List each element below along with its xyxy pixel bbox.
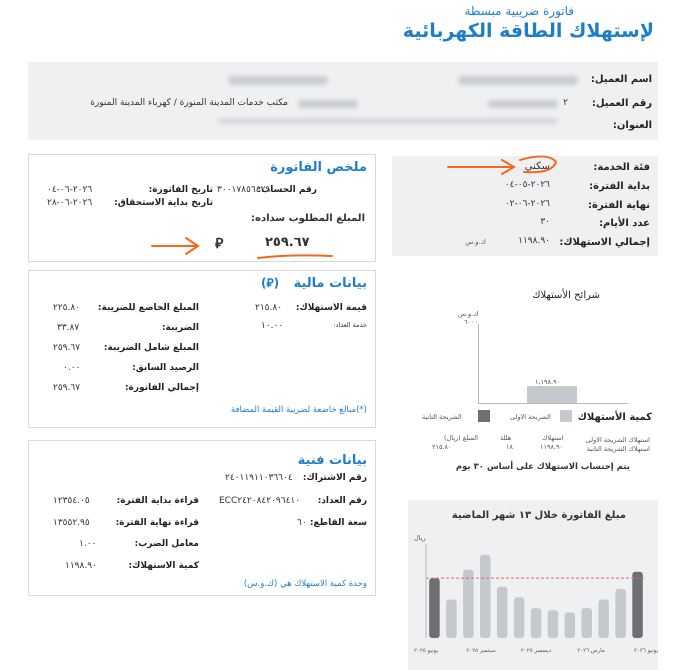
chart-ylabel: ريال	[414, 534, 426, 542]
start-reading-value: ١٢٣٥٤.٠٥	[53, 496, 90, 506]
period-start-label: بداية الفترة:	[589, 181, 650, 192]
bill-history-chart	[408, 500, 658, 670]
start-reading-label: قراءة بداية الفترة:	[116, 496, 199, 506]
consumption-value: ٢١٥.٨٠	[255, 303, 283, 313]
tier-bar	[527, 386, 577, 403]
tax-value: ٣٣.٨٧	[57, 323, 80, 333]
col-rate: هللة	[500, 434, 512, 442]
bill-total-value: ٢٥٩.٦٧	[53, 383, 81, 393]
annotation-arrow-category	[440, 150, 560, 180]
with-tax-label: المبلغ شامل الضريبة:	[103, 343, 199, 353]
tiers-section	[392, 262, 658, 482]
customer-info-box	[28, 62, 658, 140]
total-consumption-label: إجمالي الاستهلاك:	[559, 237, 650, 248]
chart-bar	[632, 572, 643, 638]
chart-bar	[514, 597, 525, 638]
chart-x-tick-label: يونيو ٢٠٢٥	[414, 648, 438, 654]
total-consumption-value: ١١٩٨.٩٠	[518, 236, 550, 246]
tier-qty-label: كمية الأستهلاك	[577, 412, 652, 423]
vat-note: (*)مبالغ خاضعة لضريبة القيمة المضافة	[230, 405, 367, 415]
customer-office: مكتب خدمات المدينة المنورة / كهرباء المدينة المنورة	[90, 98, 288, 108]
consumption-value-label: قيمة الاستهلاك:	[295, 303, 367, 313]
period-end-value: ٢٠٢٦-٠٦-٠٢	[504, 199, 550, 209]
meter-fee-label: خدمة العداد:	[333, 321, 367, 329]
customer-name-label: اسم العميل:	[590, 74, 652, 85]
unit-note: وحدة كمية الاستهلاك هي (ك.و.س)	[243, 579, 367, 589]
chart-bar	[480, 555, 491, 638]
total-consumption-unit: ك.و.س	[465, 238, 486, 246]
amount-due-value: ٢٥٩.٦٧	[265, 235, 310, 250]
days-value: ٣٠	[540, 217, 550, 227]
chart-title: مبلغ الفاتورة خلال ١٣ شهر الماضية	[451, 510, 626, 521]
account-value: ٣٠٠١٧٨٥٦٤٢٩	[217, 185, 271, 195]
chart-bar	[497, 587, 508, 638]
first-tier-text: استهلاك الشريحة الاولى	[585, 436, 650, 444]
chart-x-tick-label: سبتمبر ٢٠٢٥	[466, 648, 496, 654]
legend-swatch-first	[560, 410, 572, 422]
chart-x-tick-label: مارس ٢٠٢٦	[577, 648, 605, 654]
tier-amount-value: ٢١٥.٨٠	[432, 443, 452, 451]
chart-bar	[615, 589, 626, 638]
technical-card	[28, 440, 376, 596]
customer-number-label: رقم العميل:	[591, 98, 652, 109]
chart-bar	[582, 608, 593, 638]
financial-title: بيانات مالية	[293, 276, 367, 291]
invoice-title: لإستهلاك الطاقة الكهربائية	[402, 20, 654, 42]
second-tier-text: استهلاك الشريحة الثانية	[586, 445, 650, 453]
due-date-label: تاريخ بداية الاستحقاق:	[114, 198, 213, 208]
legend-first: الشريحة الاولى	[510, 413, 551, 421]
subscription-label: رقم الاشتراك:	[302, 473, 367, 483]
tiers-unit: ك.و.س	[458, 310, 479, 318]
period-start-value: ٢٠٢٦-٠٥-٠٤	[504, 180, 550, 190]
tier-rate-value: ١٨	[506, 443, 513, 451]
prev-balance-value: ٠.٠٠	[63, 363, 81, 373]
consumption-qty-value: ١١٩٨.٩٠	[65, 561, 97, 571]
end-reading-label: قراءة نهاية الفترة:	[115, 518, 199, 528]
tier-axis	[478, 324, 479, 404]
technical-title: بيانات فنية	[297, 453, 367, 468]
customer-address-label: العنوان:	[612, 120, 652, 131]
taxable-value: ٢٢٥.٨٠	[53, 303, 81, 313]
service-category-value: سكني	[524, 161, 550, 172]
legend-second: الشريحة الثانية	[422, 413, 462, 421]
chart-bar	[429, 578, 440, 638]
chart-bar	[446, 600, 457, 639]
col-consumption: استهلاك	[542, 434, 564, 442]
meter-label: رقم العداد:	[317, 496, 367, 506]
multiplier-label: معامل الضرب:	[134, 539, 199, 549]
customer-number-suffix: ٢	[563, 98, 568, 108]
summary-title: ملخص الفاتورة	[270, 160, 367, 175]
bill-date-label: تاريخ الفاتورة:	[148, 185, 213, 195]
with-tax-value: ٢٥٩.٦٧	[53, 343, 81, 353]
account-label: رقم الحساب:	[257, 185, 317, 195]
chart-bar	[531, 608, 542, 638]
due-date-value: ٢٠٢٦-٠٦-٢٨	[47, 198, 93, 208]
redacted-address	[218, 118, 558, 124]
basis-text: يتم إحتساب الاستهلاك على أساس ٣٠ يوم	[455, 462, 630, 472]
tax-label: الضريبة:	[161, 323, 199, 333]
redacted-name-2	[228, 76, 328, 85]
subscription-value: ٢٤٠١١٩١١٠٣٦٦٠٤	[225, 473, 293, 483]
financial-currency: (⃁)	[261, 276, 280, 290]
period-end-label: نهاية الفترة:	[588, 200, 650, 211]
tier-limit: ٦٠٠٠	[464, 318, 478, 326]
meter-fee-value: ١٠.٠٠	[261, 321, 284, 331]
chart-x-tick-label: يونيو ٢٠٢٦	[634, 648, 658, 654]
taxable-label: المبلغ الخاضع للضريبة:	[97, 303, 199, 313]
meter-value: ECC٢٤٢٠٨٤٢٠٩٦٤١٠	[219, 496, 301, 506]
chart-bar	[565, 612, 576, 638]
chart-bar	[463, 570, 474, 638]
riyal-symbol-icon: ⃁	[215, 236, 224, 252]
chart-plot	[408, 538, 658, 670]
end-reading-value: ١٣٥٥٢.٩٥	[53, 518, 90, 528]
chart-bar	[598, 600, 609, 639]
redacted-name	[458, 76, 578, 85]
annotation-arrow-amount	[140, 228, 340, 264]
invoice-subtitle: فاتورة ضريبية مبسطة	[464, 4, 574, 18]
service-category-label: فئة الخدمة:	[593, 162, 650, 173]
legend-swatch-second	[478, 410, 490, 422]
bill-total-label: إجمالي الفاتورة:	[124, 383, 199, 393]
tier-bar-value: ١,١٩٨.٩٠	[535, 378, 561, 386]
tiers-title: شرائح الأستهلاك	[532, 290, 600, 301]
col-amount: المبلغ (ريال)	[444, 434, 478, 442]
prev-balance-label: الرصيد السابق:	[132, 363, 199, 373]
breaker-label: سعة القاطع:	[309, 518, 367, 528]
multiplier-value: ١.٠٠	[79, 539, 97, 549]
days-label: عدد الأيام:	[599, 218, 650, 229]
tier-consumption-value: ١١٩٨.٩٠	[540, 443, 564, 451]
financial-card	[28, 270, 376, 428]
amount-due-label: المبلغ المطلوب سداده:	[251, 213, 365, 224]
chart-x-tick-label: ديسمبر ٢٠٢٥	[520, 648, 552, 654]
chart-bar	[548, 610, 559, 638]
tier-baseline	[478, 403, 628, 404]
bill-date-value: ٢٠٢٦-٠٦-٠٤	[47, 185, 93, 195]
consumption-qty-label: كمية الاستهلاك:	[128, 561, 199, 571]
breaker-value: ٦٠	[297, 518, 307, 528]
redacted-office	[298, 100, 358, 108]
redacted-number	[488, 100, 558, 108]
